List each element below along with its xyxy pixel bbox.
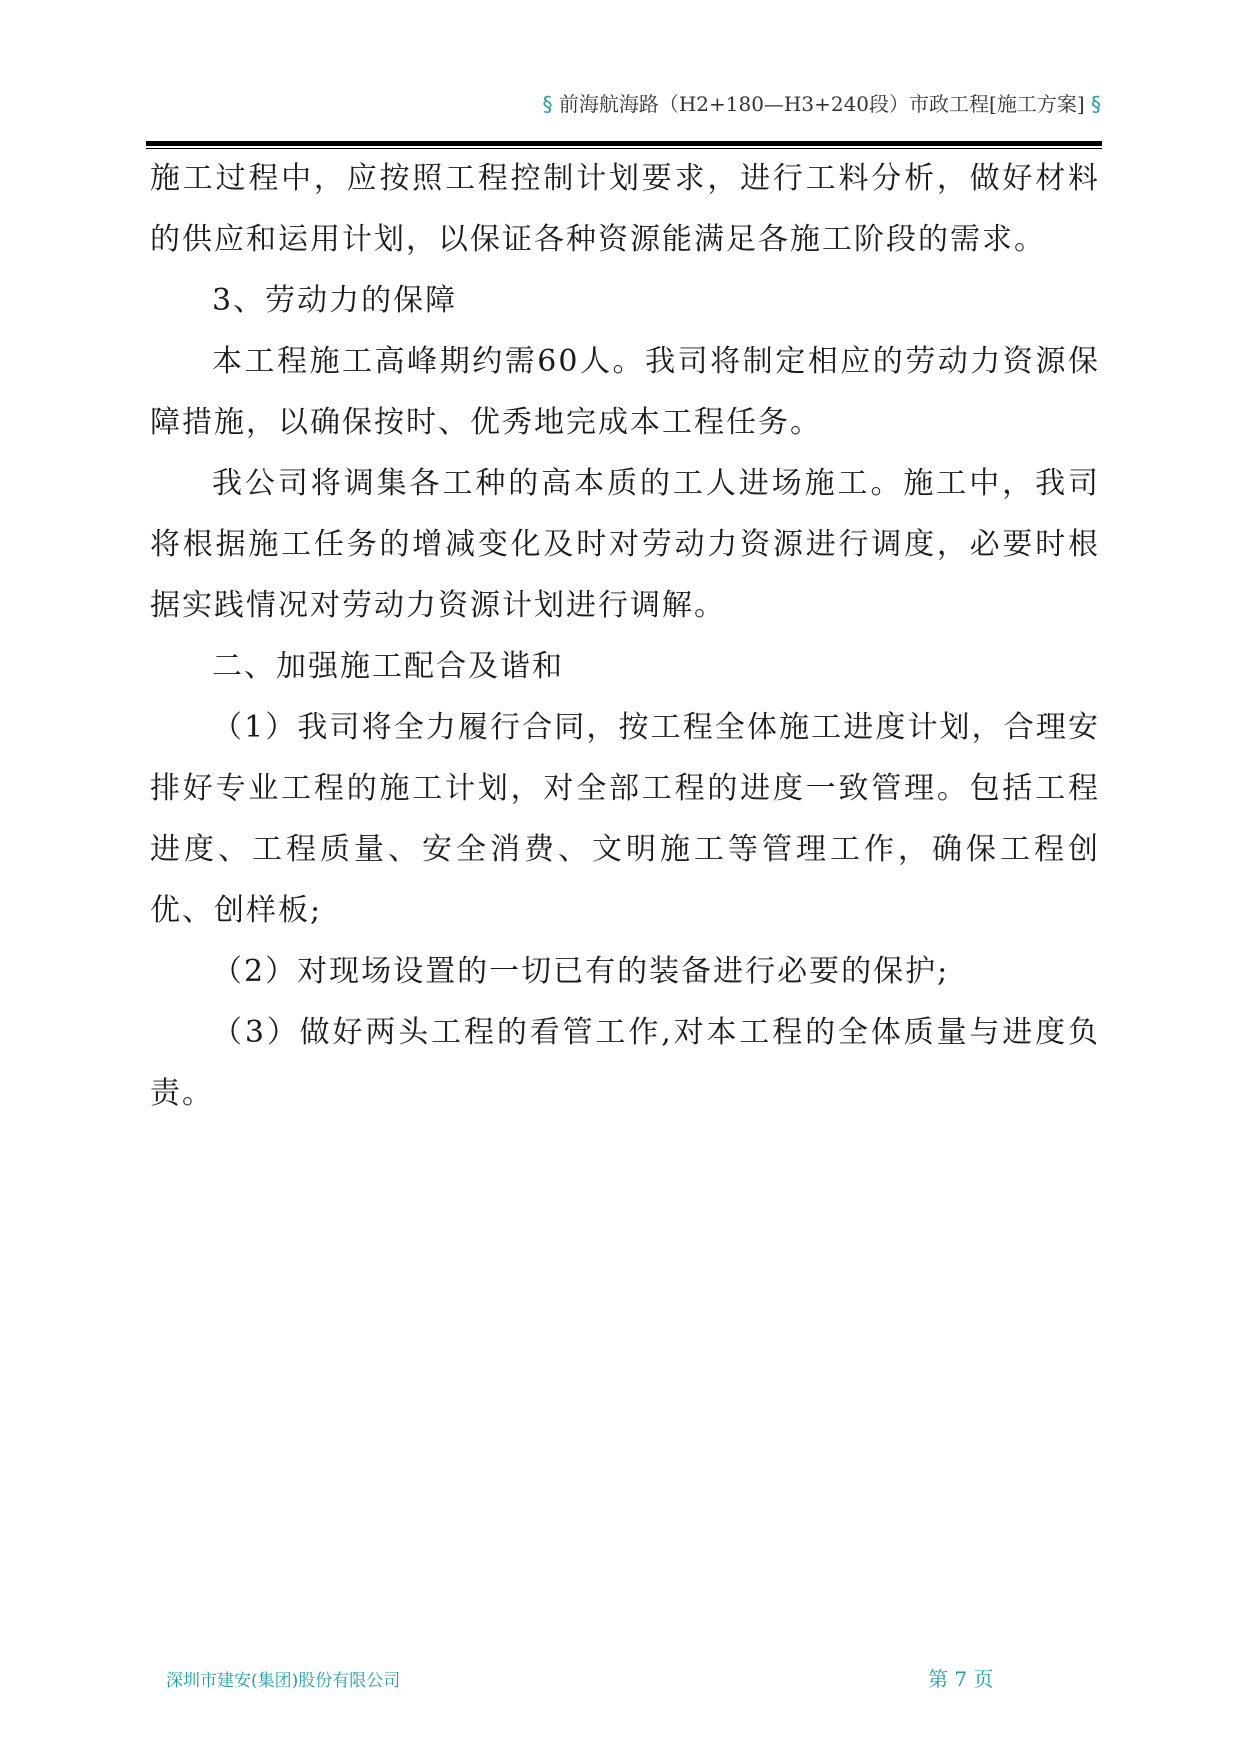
list-item-2: （2）对现场设置的一切已有的装备进行必要的保护; bbox=[212, 954, 950, 989]
heading-labor-guarantee: 3、劳动力的保障 bbox=[212, 283, 458, 318]
paragraph-peak-labor: 本工程施工高峰期约需60人。我司将制定相应的劳动力资源保障措施，以确保按时、优秀地完成本工程任务。 bbox=[150, 344, 1100, 440]
heading-coordination: 二、加强施工配合及谐和 bbox=[212, 649, 564, 684]
header-title: 前海航海路（H2+180—H3+240段）市政工程[施工方案] bbox=[558, 92, 1085, 116]
page-header bbox=[150, 88, 1101, 117]
header-rule-thick bbox=[146, 141, 1102, 146]
section-mark-end-icon: § bbox=[1091, 92, 1101, 116]
footer-page-number: 第 7 页 bbox=[928, 1667, 994, 1691]
paragraph-labor-dispatch: 我公司将调集各工种的高本质的工人进场施工。施工中，我司将根据施工任务的增减变化及时对劳动力资源进行调度，必要时根据实践情况对劳动力资源计划进行调解。 bbox=[150, 466, 1100, 623]
document-body bbox=[150, 148, 1100, 1124]
list-item-1: （1）我司将全力履行合同，按工程全体施工进度计划，合理安排好专业工程的施工计划，对全部工程的进度一致管理。包括工程进度、工程质量、安全消费、文明施工等管理工作，确保工程创优、创样板; bbox=[150, 710, 1100, 928]
section-mark-icon: § bbox=[542, 92, 553, 116]
list-item-3: （3）做好两头工程的看管工作,对本工程的全体质量与进度负责。 bbox=[150, 1015, 1100, 1111]
paragraph-continuation: 施工过程中，应按照工程控制计划要求，进行工料分析，做好材料的供应和运用计划，以保证各种资源能满足各施工阶段的需求。 bbox=[150, 161, 1100, 257]
footer-company: 深圳市建安(集团)股份有限公司 bbox=[166, 1671, 401, 1691]
